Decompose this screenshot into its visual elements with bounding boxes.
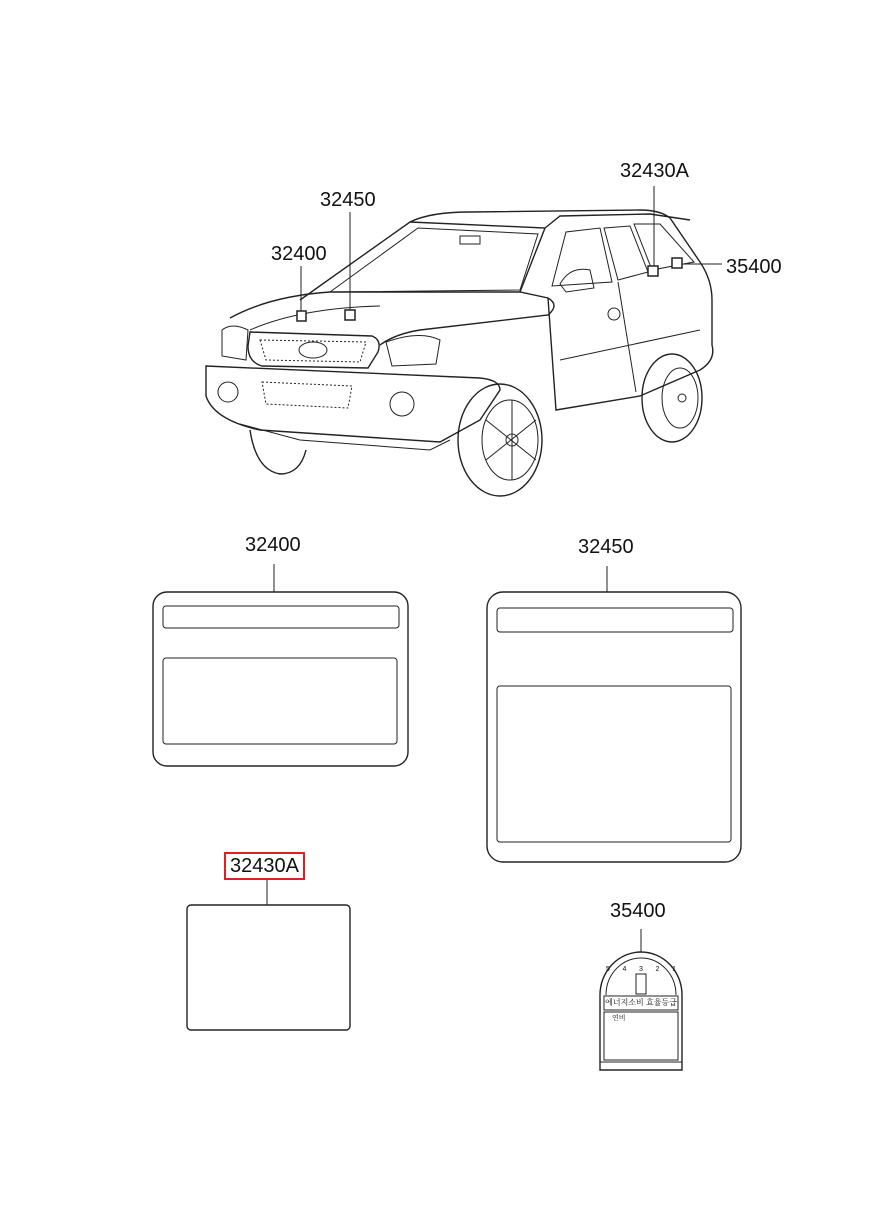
part-label-35400: 35400 — [610, 900, 666, 922]
callout-32400-car: 32400 — [271, 243, 327, 265]
part-label-32430a: 32430A — [224, 852, 305, 880]
energy-grade-scale — [606, 966, 676, 978]
energy-grade: 2 — [655, 966, 660, 973]
part-label-32450: 32450 — [578, 536, 634, 558]
callout-32450-car: 32450 — [320, 189, 376, 211]
part-label-32400: 32400 — [245, 534, 301, 556]
energy-grade: 5 — [606, 966, 610, 973]
callout-35400-car: 35400 — [726, 256, 782, 278]
energy-grade: 4 — [622, 966, 627, 973]
energy-grade: 1 — [672, 966, 676, 973]
energy-grade: 3 — [639, 966, 643, 973]
callout-32430a-car: 32430A — [620, 160, 689, 182]
energy-label-title: 에너지소비 효율등급 — [605, 998, 677, 1007]
energy-label-fuel-economy: 연비 — [612, 1015, 626, 1022]
